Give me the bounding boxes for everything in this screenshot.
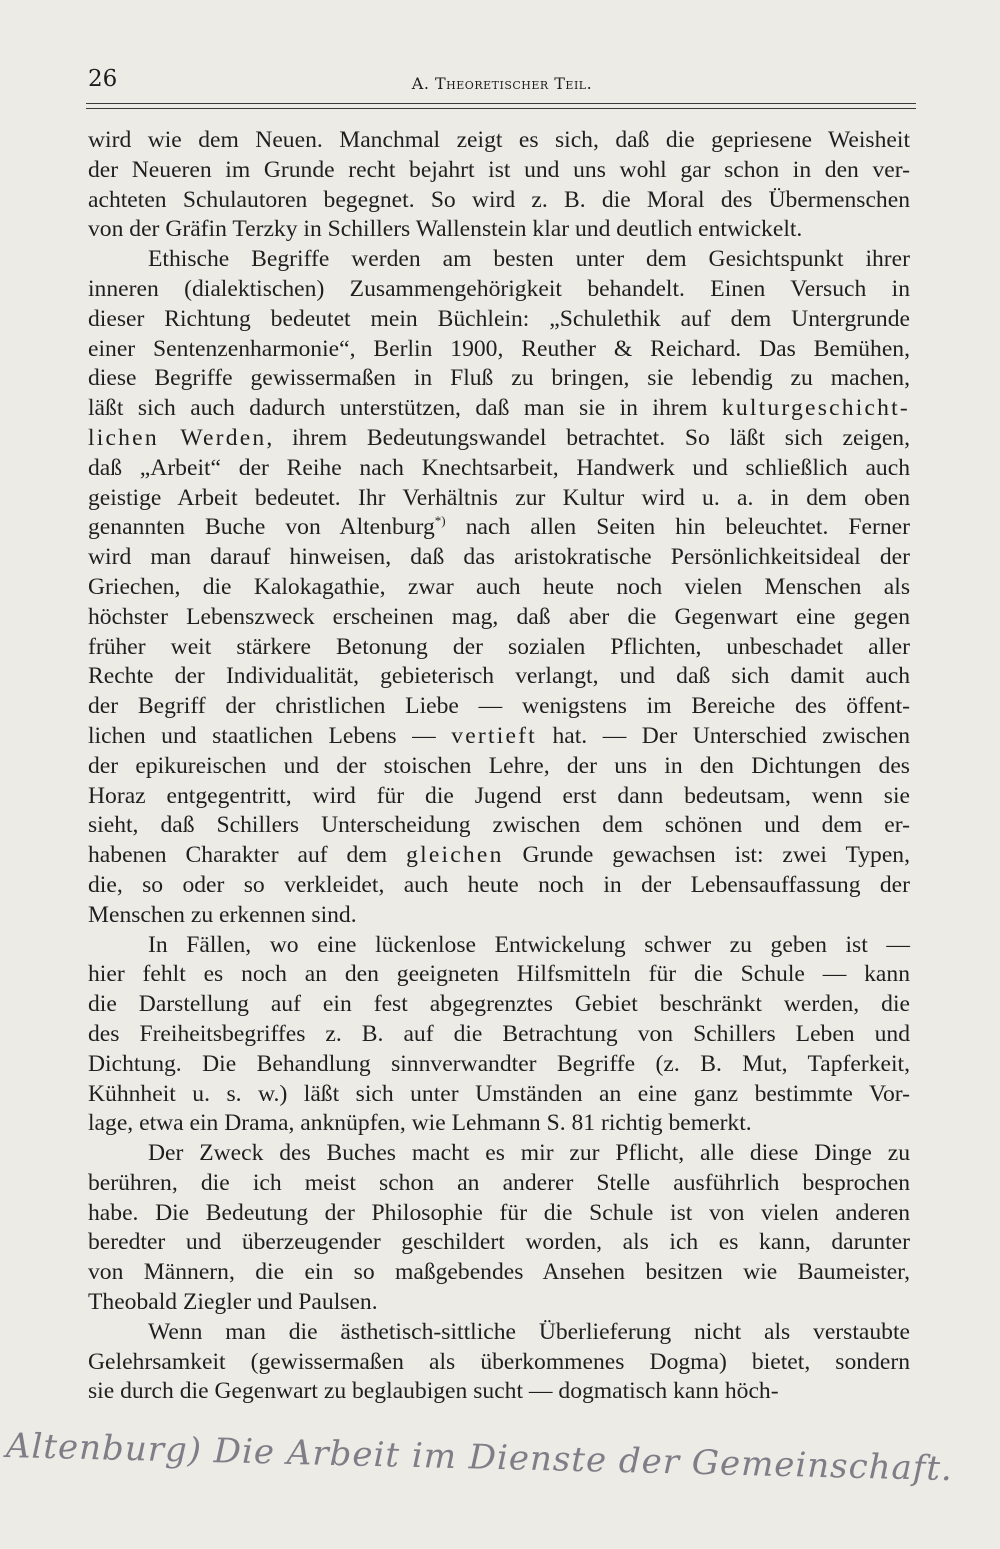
paragraph [88,1139,910,1318]
text-line: Rechte der Individualität, gebieterisch verlangt, und daß sich damit auch [88,663,910,690]
text-line: die, so oder so verkleidet, auch heute noch in der Lebensauffassung der [88,871,910,898]
text-line: hier fehlt es noch an den geeigneten Hilfsmitteln für die Schule — kann [88,961,910,988]
header-rule-top [86,103,916,104]
text-line: des Freiheitsbegriffes z. B. auf die Betrachtung von Schillers Leben und [88,1020,910,1047]
text-line: dieser Richtung bedeutet mein Büchlein: „Schulethik auf dem Untergrunde [88,305,910,332]
emphasized-text: gleichen [406,842,504,869]
body-text [88,126,910,1407]
text-line: habenen Charakter auf dem gleichen Grunde gewachsen ist: zwei Typen, [88,842,910,869]
text-line: sieht, daß Schillers Unterscheidung zwischen dem schönen und dem er- [88,812,910,839]
paragraph [88,1318,910,1407]
page-header [88,66,916,98]
text-line: geistige Arbeit bedeutet. Ihr Verhältnis zur Kultur wird u. a. in dem oben [88,484,910,511]
text-line: Menschen zu erkennen sind. [88,901,357,928]
text-line: lichen und staatlichen Lebens — vertieft hat. — Der Unterschied zwischen [88,722,910,749]
paragraph [88,126,910,245]
text-line: Gelehrsamkeit (gewissermaßen als überkommenes Dogma) bietet, sondern [88,1348,910,1375]
text-line: die Darstellung auf ein fest abgegrenztes Gebiet beschränkt werden, die [88,991,910,1018]
text-line: Wenn man die ästhetisch-sittliche Überlieferung nicht als verstaubte [148,1318,910,1345]
text-line: habe. Die Bedeutung der Philosophie für die Schule ist von vielen anderen [88,1199,910,1226]
text-line: daß „Arbeit“ der Reihe nach Knechtsarbeit, Handwerk und schließlich auch [88,454,910,481]
page-number: 26 [88,66,118,92]
text-line: von Männern, die ein so maßgebendes Ansehen besitzen wie Baumeister, [88,1259,910,1286]
text-line: lichen Werden, ihrem Bedeutungswandel betrachtet. So läßt sich zeigen, [88,424,910,451]
text-line: Griechen, die Kalokagathie, zwar auch heute noch vielen Menschen als [88,573,910,600]
text-line: berühren, die ich meist schon an anderer Stelle ausführlich besprochen [88,1169,910,1196]
running-head: A. Theoretischer Teil. [411,74,593,93]
text-line: von der Gräfin Terzky in Schillers Wallenstein klar und deutlich entwickelt. [88,216,803,243]
paragraph [88,931,910,1140]
paragraph [88,245,910,930]
text-line: inneren (dialektischen) Zusammengehörigkeit behandelt. Einen Versuch in [88,275,910,302]
emphasized-text: kulturgeschicht- [721,395,910,422]
text-line: lage, etwa ein Drama, anknüpfen, wie Lehmann S. 81 richtig bemerkt. [88,1110,752,1137]
text-line: Der Zweck des Buches macht es mir zur Pflicht, alle diese Dinge zu [148,1140,910,1167]
text-line: Horaz entgegentritt, wird für die Jugend erst dann bedeutsam, wenn sie [88,782,910,809]
text-line: läßt sich auch dadurch unterstützen, daß man sie in ihrem kulturgeschicht- [88,395,910,422]
header-rule-bottom [86,108,916,109]
text-line: der Neueren im Grunde recht bejahrt ist und uns wohl gar schon in den ver- [88,156,910,183]
text-line: Ethische Begriffe werden am besten unter dem Gesichtspunkt ihrer [148,246,910,273]
text-line: Theobald Ziegler und Paulsen. [88,1289,378,1316]
text-line: wird man darauf hinweisen, daß das aristokratische Persönlichkeitsideal der [88,544,910,571]
footnote-mark: *) [434,513,446,529]
text-line: achteten Schulautoren begegnet. So wird z. B. die Moral des Übermenschen [88,186,910,213]
text-line: früher weit stärkere Betonung der sozialen Pflichten, unbeschadet aller [88,633,910,660]
text-line: diese Begriffe gewissermaßen in Fluß zu bringen, sie lebendig zu machen, [88,365,910,392]
text-line: der epikureischen und der stoischen Lehre, der uns in den Dichtungen des [88,752,910,779]
text-line: sie durch die Gegenwart zu beglaubigen sucht — dogmatisch kann höch- [88,1378,779,1405]
emphasized-text: lichen Werden [88,424,267,451]
text-line: genannten Buche von Altenburg*) nach allen Seiten hin beleuchtet. Ferner [88,513,910,541]
text-line: der Begriff der christlichen Liebe — wenigstens im Bereiche des öffent- [88,693,910,720]
handwritten-note: Altenburg) Die Arbeit im Dienste der Gemeinschaft. [5,1426,954,1490]
emphasized-text: vertieft [451,722,537,749]
text-line: einer Sentenzenharmonie“, Berlin 1900, Reuther & Reichard. Das Bemühen, [88,335,910,362]
text-line: wird wie dem Neuen. Manchmal zeigt es sich, daß die gepriesene Weisheit [88,127,910,153]
text-line: In Fällen, wo eine lückenlose Entwickelung schwer zu geben ist — [148,931,910,958]
text-line: höchster Lebenszweck erscheinen mag, daß aber die Gegenwart eine gegen [88,603,910,630]
text-line: Kühnheit u. s. w.) läßt sich unter Umständen an eine ganz bestimmte Vor- [88,1080,910,1107]
text-line: Dichtung. Die Behandlung sinnverwandter Begriffe (z. B. Mut, Tapferkeit, [88,1050,910,1077]
text-line: beredter und überzeugender geschildert worden, als ich es kann, darunter [88,1229,910,1256]
